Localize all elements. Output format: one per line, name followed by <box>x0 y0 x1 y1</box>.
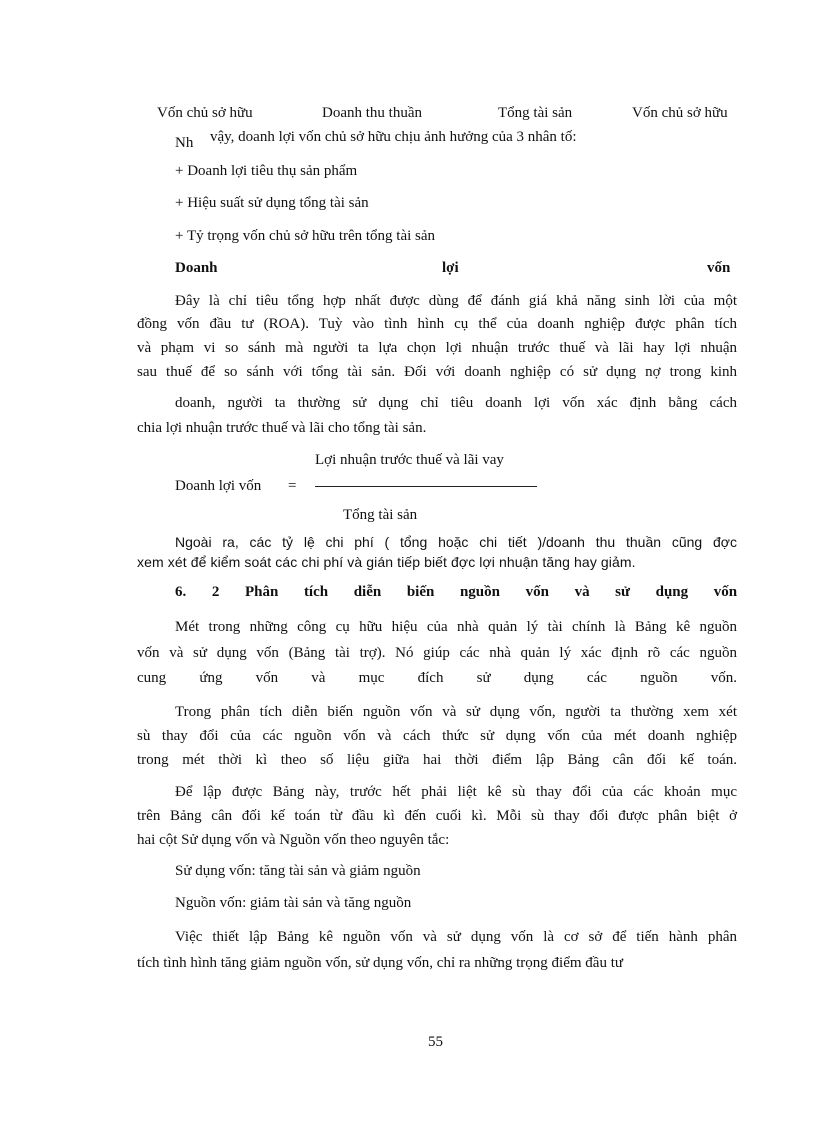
header-cell: Tổng tài sản <box>498 105 573 121</box>
text-line: đồng vốn đầu tư (ROA). Tuỳ vào tình hình cụ thể của doanh nghiệp được phân tích <box>137 316 737 332</box>
rule-use-of-funds: Sử dụng vốn: tăng tài sản và giảm nguồn <box>175 863 421 879</box>
text-line: hai cột Sử dụng vốn và Nguồn vốn theo nguyên tắc: <box>137 832 450 848</box>
formula-numerator: Lợi nhuận trước thuế và lãi vay <box>315 452 504 468</box>
heading-word: sử <box>615 584 631 600</box>
text-line: Mét trong những công cụ hữu hiệu của nhà quản lý tài chính là Bảng kê nguồn <box>175 619 737 635</box>
heading-word: 6. <box>175 584 187 600</box>
formula-equals: = <box>288 478 297 494</box>
fraction-bar <box>315 486 537 487</box>
heading-word: diễn <box>353 584 382 600</box>
text-line: sù thay đổi của các nguồn vốn và cách thức sử dụng vốn của mét doanh nghiệp <box>137 728 737 744</box>
text-line: trên Bảng cân đối kế toán từ đầu kì đến cuối kì. Mỗi sù thay đổi được phân biệt ở <box>137 808 737 824</box>
heading-word: 2 <box>211 584 220 600</box>
text-line: Để lập được Bảng này, trước hết phải liệt kê sù thay đổi của các khoản mục <box>175 784 737 800</box>
header-cell: Vốn chủ sở hữu <box>632 105 728 121</box>
intro-text: vậy, doanh lợi vốn chủ sở hữu chịu ảnh hưởng của 3 nhân tố: <box>210 129 577 145</box>
heading-word: và <box>574 584 590 600</box>
text-line: sau thuế để so sánh với tổng tài sản. Đối với doanh nghiệp có sử dụng nợ trong kinh <box>137 364 737 380</box>
text-line: Trong phân tích diễn biến nguồn vốn và sử dụng vốn, người ta thường xem xét <box>175 704 737 720</box>
heading-word: nguồn <box>459 584 500 600</box>
rule-source-of-funds: Nguồn vốn: giảm tài sản và tăng nguồn <box>175 895 412 911</box>
heading-word: lợi <box>442 260 459 276</box>
page-number: 55 <box>428 1034 443 1050</box>
factor-item: + Doanh lợi tiêu thụ sản phẩm <box>175 163 358 179</box>
text-line: Đây là chỉ tiêu tổng hợp nhất được dùng để đánh giá khả năng sinh lời của một <box>175 293 737 309</box>
formula-label: Doanh lợi vốn <box>175 478 262 494</box>
heading-word: Phân <box>244 584 279 600</box>
text-line: trong mét thời kì theo số liệu giữa hai thời điểm lập Bảng cân đối kế toán. <box>137 752 737 768</box>
text-line: doanh, người ta thường sử dụng chỉ tiêu doanh lợi vốn xác định bằng cách <box>175 395 737 411</box>
text-line: Việc thiết lập Bảng kê nguồn vốn và sử dụng vốn là cơ sở để tiến hành phân <box>175 929 737 945</box>
section-heading-6-2 <box>175 582 737 602</box>
heading-word: vốn <box>713 584 738 600</box>
text-line: cung ứng vốn và mục đích sử dụng các nguồn vốn. <box>137 670 737 686</box>
text-line: chia lợi nhuận trước thuế và lãi cho tổng tài sản. <box>137 420 427 436</box>
heading-word: tích <box>303 584 329 600</box>
factor-item: + Hiệu suất sử dụng tổng tài sản <box>175 195 369 211</box>
formula-denominator: Tổng tài sản <box>343 507 418 523</box>
intro-prefix: Nh <box>175 135 194 151</box>
heading-word: dụng <box>655 584 689 600</box>
text-line: xem xét để kiểm soát các chi phí và gián tiếp biết đợc lợi nhuận tăng hay giảm. <box>137 554 636 570</box>
heading-word: Doanh <box>175 260 218 276</box>
heading-word: vốn <box>707 260 731 276</box>
header-cell: Doanh thu thuần <box>322 105 422 121</box>
header-cell: Vốn chủ sở hữu <box>157 105 253 121</box>
heading-word: vốn <box>525 584 549 600</box>
text-line: tích tình hình tăng giảm nguồn vốn, sử dụng vốn, chỉ ra những trọng điểm đầu tư <box>137 955 623 971</box>
text-line: vốn và sử dụng vốn (Bảng tài trợ). Nó giúp các nhà quản lý xác định rõ các nguồn <box>137 645 737 661</box>
factor-item: + Tỷ trọng vốn chủ sở hữu trên tổng tài sản <box>175 228 436 244</box>
text-line: Ngoài ra, các tỷ lệ chi phí ( tổng hoặc chi tiết )/doanh thu thuần cũng đợc <box>175 534 737 550</box>
text-line: và phạm vi so sánh mà người ta lựa chọn lợi nhuận trước thuế và lãi hay lợi nhuận <box>137 340 737 356</box>
heading-word: biến <box>406 584 435 600</box>
